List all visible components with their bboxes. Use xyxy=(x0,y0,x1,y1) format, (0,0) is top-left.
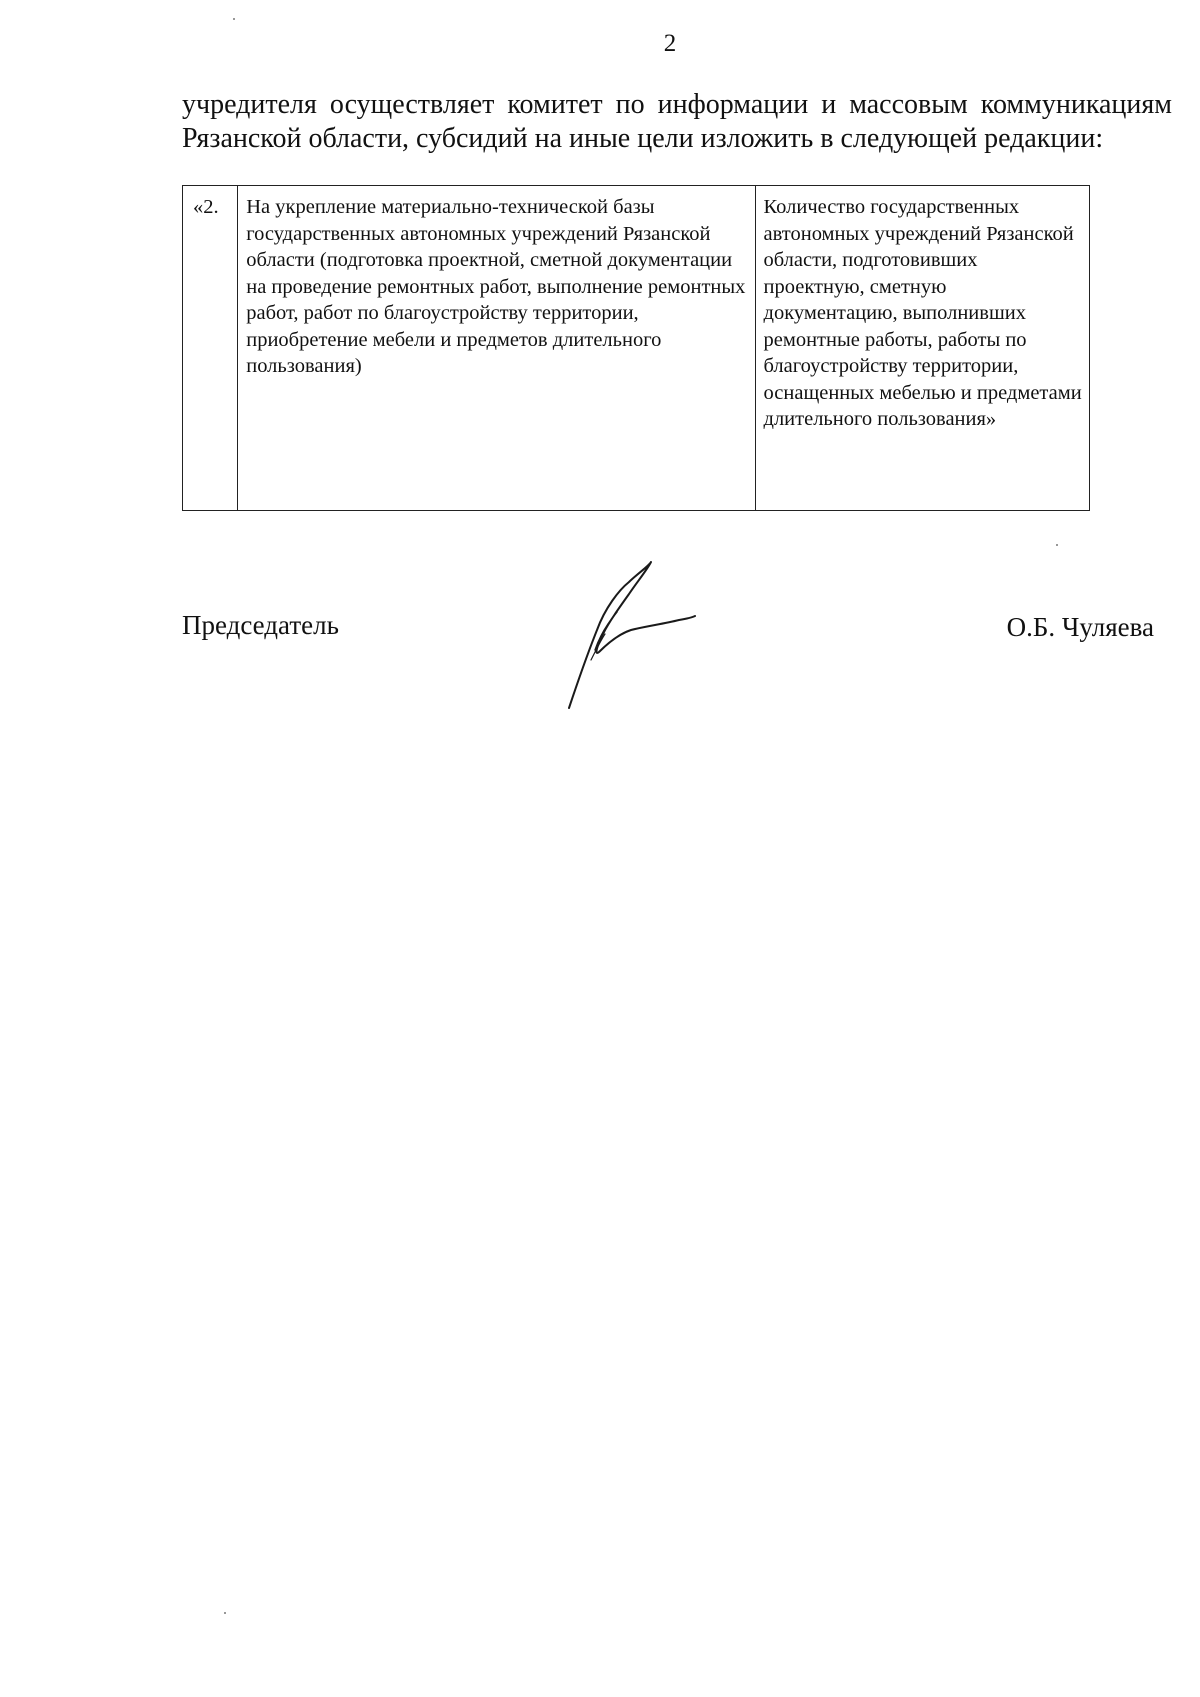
indicator-cell: Количество государственных автономных учреждений Рязанской области, подготовивших проектную, сметную документацию, выполнивших ремонтные работы, работы по благоустройству территории, оснащенных мебелью и предметами длительного пользования» xyxy=(755,186,1089,511)
scan-artifact-dot xyxy=(224,1612,226,1614)
page-number: 2 xyxy=(663,30,677,57)
signatory-name: О.Б. Чуляева xyxy=(1006,612,1154,642)
signatory-position: Председатель xyxy=(182,610,339,640)
intro-line-1: учредителя осуществляет комитет по информации и массовым коммуникациям xyxy=(182,89,1172,120)
intro-line-2: Рязанской области, субсидий на иные цели изложить в следующей редакции: xyxy=(182,123,1104,154)
handwritten-signature xyxy=(567,560,707,710)
row-number-cell: «2. xyxy=(183,186,238,511)
signature-block xyxy=(182,600,1154,720)
scan-artifact-dot xyxy=(1056,544,1058,546)
scan-artifact-dot xyxy=(233,18,235,20)
amendment-table xyxy=(182,185,1090,511)
purpose-cell: На укрепление материально-технической базы государственных автономных учреждений Рязанской области (подготовка проектной, сметной документации на проведение ремонтных работ, выполнение ремонтных работ, работ по благоустройству территории, приобретение мебели и предметов длительного пользования) xyxy=(238,186,755,511)
intro-paragraph xyxy=(182,88,1172,156)
table-row xyxy=(183,186,1090,511)
